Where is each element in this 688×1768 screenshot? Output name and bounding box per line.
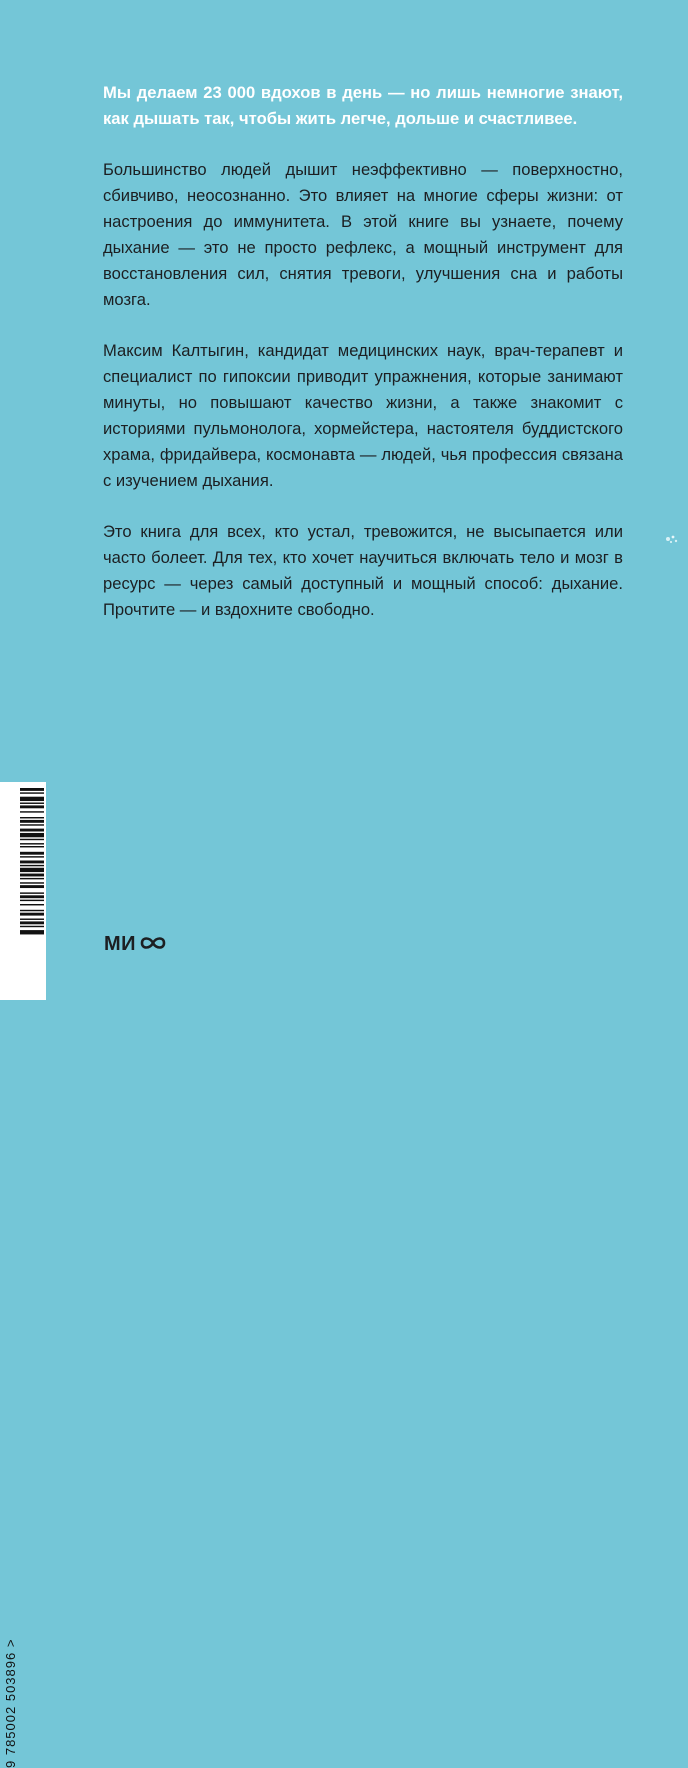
paragraph-1: Большинство людей дышит неэффективно — поверхностно, сбивчиво, неосознанно. Это влияет на многие сферы жизни: от настроения до иммунитета. В этой книге вы узнаете, почему дыхание — это не просто рефлекс, а мощный инструмент для восстановления сил, снятия тревоги, улучшения сна и работы мозга. <box>103 160 623 309</box>
mif-logo-icon <box>104 932 166 954</box>
barcode-bar <box>20 861 44 864</box>
barcode-bar <box>20 824 44 825</box>
barcode-bar <box>20 865 44 866</box>
barcode-bar <box>20 839 44 840</box>
paragraph-2: Максим Калтыгин, кандидат медицинских наук, врач-терапевт и специалист по гипоксии приводит упражнения, которые занимают минуты, но повышают качество жизни, а также знакомит с историями пульмонолога, хормейстера, настоятеля буддистского храма, фридайвера, космонавта — людей, чья профессия связана с изучением дыхания. <box>103 341 623 490</box>
barcode-bar <box>20 878 44 879</box>
barcode-bar <box>20 820 44 823</box>
barcode-bar <box>20 904 44 905</box>
svg-text:МИ: МИ <box>104 933 137 954</box>
barcode-bar <box>20 919 44 920</box>
barcode-bar <box>20 817 44 818</box>
barcode-bar <box>20 882 44 883</box>
paragraph-3: Это книга для всех, кто устал, тревожится, не высыпается или часто болеет. Для тех, кто хочет научиться включать тело и мозг в ресурс — через самый доступный и мощный способ: дыхание. Прочтите — и вздохните свободно. <box>103 522 623 619</box>
barcode-bar <box>20 792 44 793</box>
barcode-bars <box>0 782 46 1000</box>
barcode-bar <box>20 788 44 791</box>
barcode-bar <box>20 856 44 857</box>
barcode-bar <box>20 805 44 808</box>
sparkle-decoration-icon <box>662 532 682 546</box>
annotation-text <box>103 80 623 648</box>
barcode-bar <box>20 900 44 901</box>
barcode-bar <box>20 921 44 924</box>
barcode-bar <box>20 910 44 911</box>
publisher-logo <box>104 932 166 960</box>
barcode-bar <box>20 895 44 898</box>
barcode-bar <box>20 829 44 832</box>
barcode-bar <box>20 913 44 916</box>
barcode-bar <box>20 892 44 893</box>
barcode-bar <box>20 811 44 812</box>
barcode-bar <box>20 885 44 888</box>
lead-paragraph: Мы делаем 23 000 вдохов в день — но лишь немногие знают, как дышать так, чтобы жить легче, дольше и счастливее. <box>103 83 623 128</box>
barcode-bar <box>20 874 44 877</box>
barcode-bar <box>20 930 44 934</box>
barcode-bar <box>20 803 44 804</box>
barcode-bar <box>20 868 44 872</box>
barcode-bar <box>20 846 44 847</box>
barcode-bar <box>20 797 44 801</box>
barcode <box>0 782 46 1768</box>
barcode-bar <box>20 926 44 927</box>
barcode-isbn-digits: 9 785002 503896 > <box>3 1638 18 1768</box>
barcode-bar <box>20 843 44 844</box>
barcode-bar <box>20 852 44 855</box>
barcode-bar <box>20 833 44 837</box>
